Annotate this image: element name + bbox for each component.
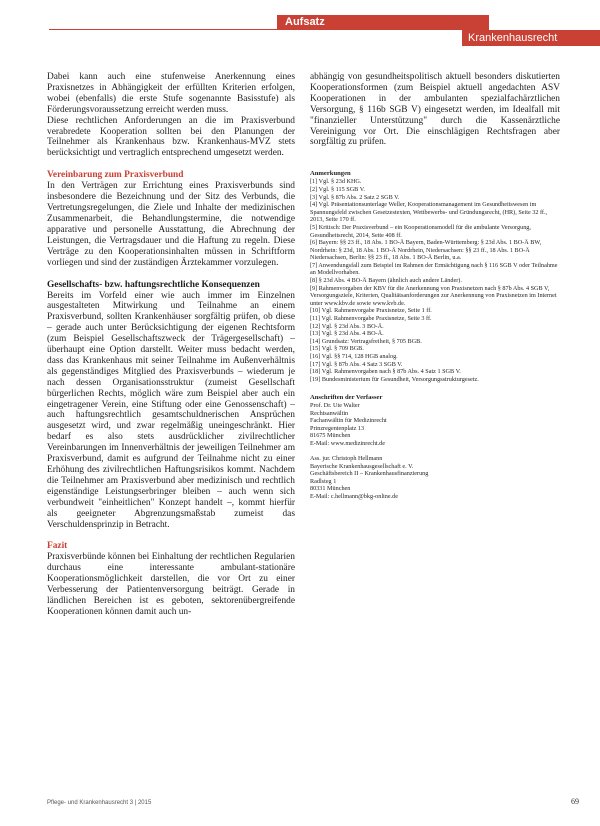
address-line: Bayerische Krankenhausgesellschaft e. V.: [310, 462, 414, 470]
section-label: Krankenhausrecht: [462, 30, 600, 46]
address-line: Fachanwältin für Medizinrecht: [310, 417, 387, 425]
address-line: Prof. Dr. Ute Walter: [310, 402, 360, 410]
address-line: Radlsteg 1: [310, 477, 337, 485]
notes-heading: Anmerkungen: [310, 170, 351, 178]
address-line: 81675 München: [310, 432, 351, 440]
paragraph-haftung: Bereits im Vorfeld einer wie auch immer im Einzelnen ausgestalteten Mitwirkung und Teilnahme an einem Praxisverbund, sollten Krankenhäuser sorgfältig prüfen, ob diese – gerade auch unter Berücksichtigung der eigenen Rechtsform (zum Beispiel Gesellschaftszweck der Trägergesellschaft) – überhaupt eine Option darstellt. Weiter muss bedacht werden, dass das Krankenhaus mit seiner Teilnahme im Außenverhältnis als gegenständiges Mitglied des Praxisverbunds – wiederum je nach dessen Organisationsstruktur (zumeist Gesellschaft bürgerlichen Rechts, möglich wäre zum Beispiel aber auch ein eingetragener Verein, eine Stiftung oder eine Genossenschaft) – auch haftungsrechtlich gesamtschuldnerischen Ansprüchen ausgesetzt wird, und zwar regelmäßig uneingeschränkt. Hier bedarf es also stets ausdrücklicher zivilrechtlicher Vereinbarungen im Innenverhältnis der jeweiligen Teilnehmer am Praxisverbund, damit es aufgrund der Teilnahme nicht zu einer Erhöhung des zivilrechtlichen Haftungsrisikos kommt. Nachdem die Teilnehmer am Praxisverbund aber medizinisch und rechtlich eigenständige Leistungserbringer bleiben – auch wenn sich verbundweit "einheitlichen" Konzept handelt –, kommt hierfür als geeigneter Abgrenzungsmaßstab zumeist das Verschuldensprinzip in Betracht.: [47, 290, 295, 530]
note-item: [1] Vgl. § 23d KHG.: [310, 178, 362, 186]
notes-list: [310, 178, 560, 383]
note-item: [4] Vgl. Präsentationsunterlage Weller, Kooperationsmanagement im Gesundheitswesen im Spannungsfeld zwischen Gesetzestexten, Wettbewerbs- und Gründungsrecht, (HR), Seite 32 ff., 2013, Seite 170 ff.: [310, 201, 548, 224]
address-line: 80331 München: [310, 485, 351, 493]
note-item: [19] Bundesministerium für Gesundheit, Versorgungsstrukturgesetz.: [310, 375, 479, 383]
paragraph-intro-2: Diese rechtlichen Anforderungen an die im Praxisverbund verabredete Kooperation sollten bei den Planungen der Teilnehmer als Krankenhaus bzw. Krankenhaus-MVZ stets berücksichtigt und vertraglich entsprechend umgesetzt werden.: [47, 115, 295, 159]
note-item: [10] Vgl. Rahmenvorgabe Praxisnetze, Seite 1 ff.: [310, 307, 432, 315]
heading-vereinbarung: Vereinbarung zum Praxisverbund: [47, 170, 184, 181]
left-column: [47, 72, 295, 618]
note-item: [18] Vgl. Rahmenvorgaben nach § 87b Abs. 4 Satz 1 SGB V.: [310, 368, 461, 376]
address-line: Prinzregentenplatz 13: [310, 424, 365, 432]
paragraph-continuation: abhängig von gesundheitspolitisch aktuell besonders diskutierten Kooperationsformen (zum Beispiel aktuell angedachten ASV Kooperationen in der ambulanten spezialfachärztlichen Versorgung, § 116b SGB V) eingesetzt werden, im Idealfall mit "finanzieller Unterstützung" durch die Kassenärztliche Vereinigung vor Ort. Die einschlägigen Rechtsfragen aber sorgfältig zu prüfen.: [310, 72, 560, 148]
author-address-1: [310, 402, 560, 447]
note-item: [16] Vgl. §§ 714, 128 HGB analog.: [310, 353, 398, 360]
paragraph-vereinbarung: In den Verträgen zur Errichtung eines Praxisverbunds sind insbesondere die Bezeichnung und der Sitz des Verbunds, die Vertretungsregelungen, die Ziele und Inhalte der medizinischen Zusammenarbeit, die Behandlungstermine, die notwendige apparative und personelle Ausstattung, die Abrechnung der Leistungen, die Vertragsdauer und die Haftung zu regeln. Diese Verträge zu den Kooperationsinhalten müssen in Schriftform vorliegen und sind der zuständigen Ärztekammer vorzulegen.: [47, 181, 295, 268]
note-item: [12] Vgl. § 23d Abs. 3 BO-Ä.: [310, 322, 384, 330]
note-item: [15] Vgl. § 709 BGB.: [310, 345, 364, 353]
note-item: [2] Vgl. § 115 SGB V.: [310, 185, 365, 193]
note-item: [9] Rahmenvorgaben der KBV für die Anerkennung von Praxisnetzen nach § 87b Abs. 4 SGB V, Versorgungsziele, Kriterien, Qualitätsanforderungen zur Anerkennung von Praxisnetzen im Internet unter www.kbv.de sowie www.kvb.de.: [310, 284, 557, 307]
author-address-2: [310, 455, 560, 500]
note-item: [14] Grundsatz: Vertragsfreiheit, § 705 BGB.: [310, 337, 422, 345]
heading-fazit: Fazit: [47, 541, 68, 552]
paragraph-fazit: Praxisverbünde können bei Einhaltung der rechtlichen Regularien durchaus eine interessante ambulant-stationäre Kooperationsmöglichkeit darstellen, die vor Ort zu einer Verbesserung der Patientenversorgung beiträgt. Gerade in ländlichen Bereichen ist es geboten, sektorenübergreifende Kooperationen können damit auch un-: [47, 552, 295, 617]
note-item: [11] Vgl. Rahmenvorgabe Praxisnetze, Seite 3 ff.: [310, 315, 432, 323]
address-line: E-Mail: www.medizinrecht.de: [310, 439, 386, 447]
note-item: [3] Vgl. § 87b Abs. 2 Satz 2 SGB V.: [310, 193, 400, 201]
note-item: [17] Vgl. § 87b Abs. 4 Satz 3 SGB V.: [310, 360, 403, 368]
note-item: [5] Kritisch: Der Praxisverbund – ein Kooperationsmodell für die ambulante Versorgung, Gesundheitsrecht, 2014, Seite 408 ff.: [310, 223, 531, 239]
paragraph-intro: Dabei kann auch eine stufenweise Anerkennung eines Praxisnetzes in Abhängigkeit der erfüllten Kriterien erfolgen, wobei (ebenfalls) die erste Stufe sogenannte Basisstufe) als Förderungsvoraussetzung erreicht werden muss.: [47, 72, 295, 115]
note-item: [8] § 23d Abs. 4 BO-Ä Bayern (ähnlich auch andere Länder).: [310, 277, 462, 285]
note-item: [6] Bayern: §§ 23 ff., 18 Abs. 1 BO-Ä Bayern, Baden-Württemberg: § 23d Abs. 1 BO-Ä BW, Nordrhein: § 23d, 18 Abs. 1 BO-Ä Nordrhein, Niedersachsen: §§ 23 ff., 18 Abs. 1 BO-Ä Niedersachsen, Berlin: §§ 23 ff., 18 Abs. 1 BO-Ä Berlin, u.a.: [310, 239, 542, 262]
address-line: E-Mail: c.hellmann@bkg-online.de: [310, 492, 399, 500]
note-item: [13] Vgl. § 23d Abs. 4 BO-Ä.: [310, 330, 384, 338]
heading-haftung: Gesellschafts- bzw. haftungsrechtliche Konsequenzen: [47, 279, 260, 290]
category-label: Aufsatz: [277, 15, 489, 30]
address-line: Ass. jur. Christoph Hellmann: [310, 455, 383, 463]
authors-heading: Anschriften der Verfasser: [310, 394, 383, 402]
right-column: [310, 72, 560, 500]
address-line: Rechtsanwältin: [310, 409, 349, 417]
footer-journal: Pflege- und Krankenhausrecht 3 | 2015: [47, 800, 152, 806]
note-item: [7] Anwendungsfall zum Beispiel im Rahmen der Ermächtigung nach § 116 SGB V oder Teilnahme an Modellvorhaben.: [310, 261, 558, 277]
page-number: 69: [571, 797, 579, 806]
address-line: Geschäftsbereich II – Krankenhausfinanzierung: [310, 470, 429, 478]
